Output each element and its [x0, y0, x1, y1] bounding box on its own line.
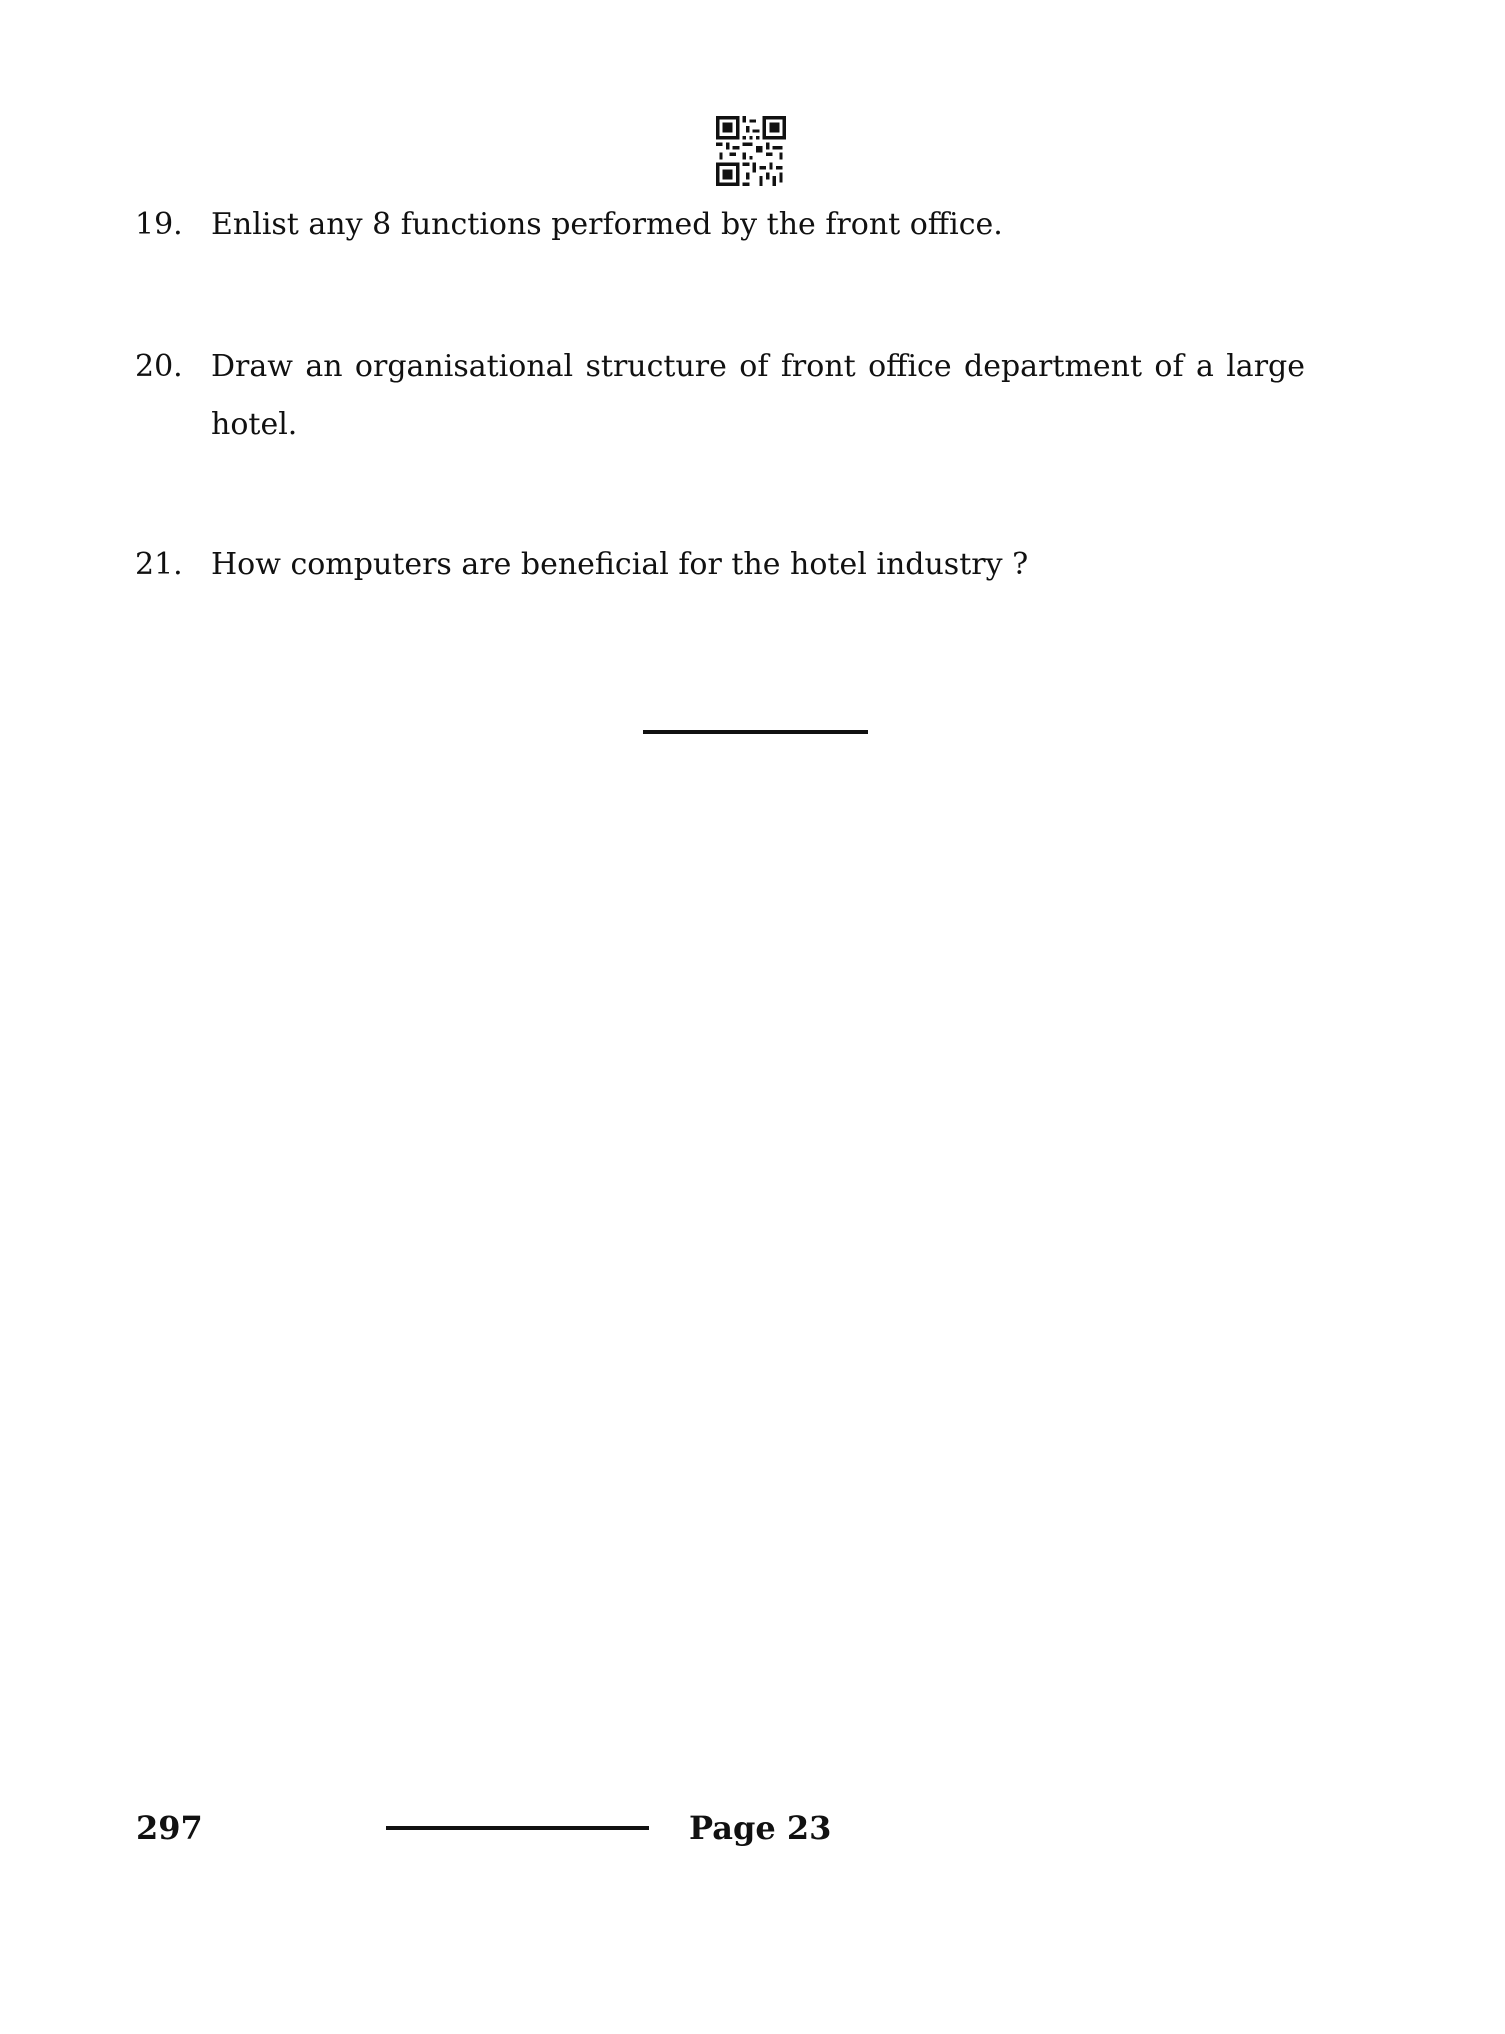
question-number: 19. — [135, 207, 183, 242]
question-text: Draw an organisational structure of front office department of a large hotel. — [211, 349, 1305, 442]
end-of-questions-divider — [643, 730, 868, 734]
paper-code: 297 — [136, 1809, 203, 1847]
question-text: How computers are beneficial for the hotel industry ? — [211, 547, 1029, 582]
question-number: 21. — [135, 547, 183, 582]
footer-divider — [386, 1826, 649, 1830]
question-number: 20. — [135, 349, 183, 384]
question-text: Enlist any 8 functions performed by the front office. — [211, 207, 1003, 242]
qr-code-icon — [716, 116, 786, 186]
question-19 — [135, 196, 1305, 254]
question-21 — [135, 536, 1305, 594]
page-number: Page 23 — [689, 1809, 832, 1847]
question-20 — [135, 338, 1305, 454]
